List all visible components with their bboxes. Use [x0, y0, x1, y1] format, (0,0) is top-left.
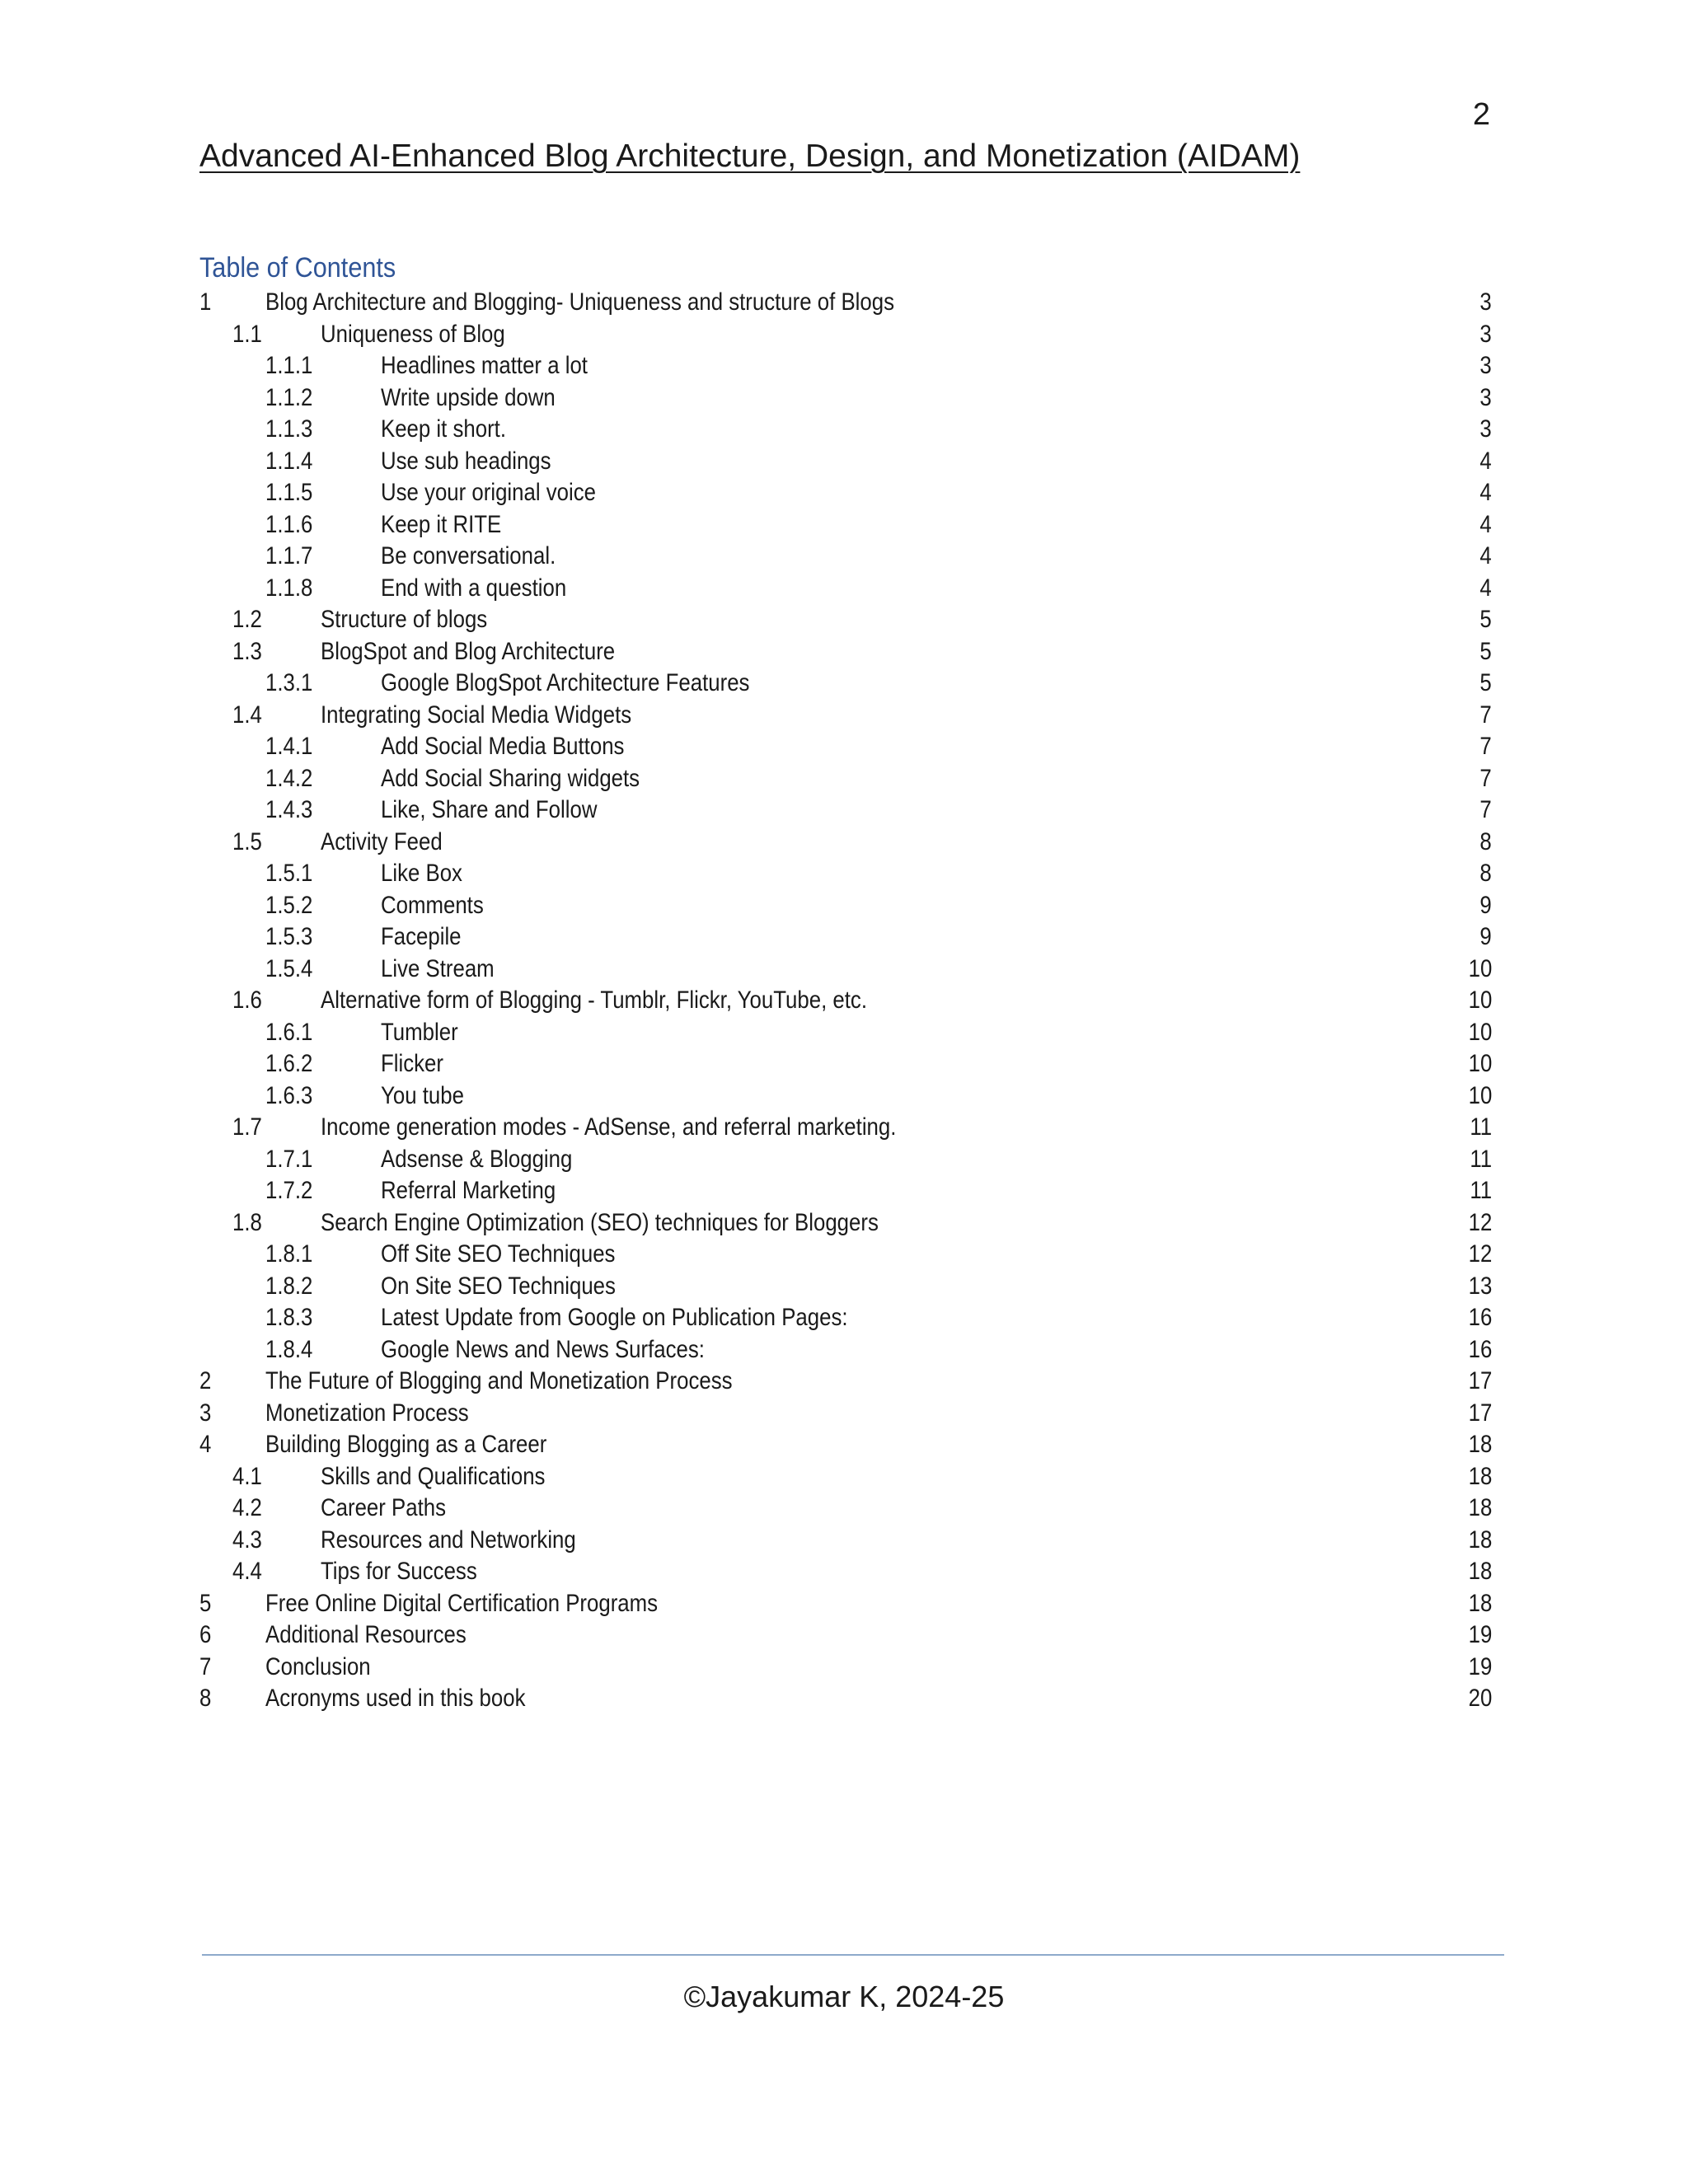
toc-entry-title: Use sub headings [381, 447, 551, 475]
toc-entry-title: Free Online Digital Certification Programs [265, 1589, 659, 1617]
toc-entry-number: 1.4 [232, 701, 262, 729]
toc-entry-page: 12 [1468, 1208, 1492, 1236]
toc-entry[interactable] [199, 477, 1492, 509]
toc-entry-number: 1.1.3 [265, 415, 313, 443]
toc-entry-page: 7 [1479, 796, 1492, 823]
toc-entry[interactable] [199, 541, 1492, 573]
page-number: 2 [1472, 97, 1490, 132]
toc-entry-number: 1.1.2 [265, 383, 313, 411]
toc-entry-title: Tumbler [381, 1018, 458, 1046]
toc-entry-number: 1.6.1 [265, 1018, 313, 1046]
toc-entry-title: Alternative form of Blogging - Tumblr, Flickr, YouTube, etc. [321, 987, 867, 1014]
toc-entry-page: 11 [1470, 1113, 1492, 1141]
toc-entry-number: 1.8.2 [265, 1272, 313, 1300]
toc-entry[interactable] [199, 1366, 1492, 1398]
toc-entry[interactable] [199, 1429, 1492, 1461]
toc-entry-page: 3 [1479, 415, 1492, 443]
toc-entry-number: 1.8.1 [265, 1240, 313, 1268]
toc-entry[interactable] [199, 1493, 1492, 1525]
toc-entry-number: 1.7.2 [265, 1177, 313, 1204]
toc-entry-title: Skills and Qualifications [321, 1462, 546, 1490]
toc-entry-page: 12 [1468, 1240, 1492, 1268]
toc-entry[interactable] [199, 1048, 1492, 1080]
toc-entry-number: 1.1.4 [265, 447, 313, 475]
toc-entry-page: 16 [1468, 1304, 1492, 1331]
toc-entry-title: Google BlogSpot Architecture Features [381, 669, 750, 696]
toc-entry-number: 1.1.7 [265, 542, 313, 569]
toc-entry[interactable] [199, 763, 1492, 795]
toc-entry[interactable] [199, 1175, 1492, 1207]
toc-entry-title: Write upside down [381, 383, 556, 411]
toc-entry[interactable] [199, 1619, 1492, 1652]
toc-entry[interactable] [199, 1207, 1492, 1240]
toc-entry-number: 1.1 [232, 320, 262, 348]
toc-entry-number: 1.4.2 [265, 764, 313, 792]
toc-entry-title: Resources and Networking [321, 1526, 576, 1554]
toc-entry-page: 11 [1470, 1145, 1492, 1173]
toc-entry-number: 1.6.3 [265, 1081, 313, 1109]
toc-entry-title: Uniqueness of Blog [321, 320, 505, 348]
footer-copyright: ©Jayakumar K, 2024-25 [683, 1980, 1005, 2013]
toc-entry-page: 20 [1468, 1685, 1492, 1712]
toc-entry[interactable] [199, 1652, 1492, 1684]
toc-entry[interactable] [199, 1683, 1492, 1715]
toc-entry-page: 8 [1479, 860, 1492, 887]
toc-entry-title: Acronyms used in this book [265, 1685, 526, 1712]
toc-entry-page: 18 [1468, 1431, 1492, 1458]
toc-entry-number: 3 [199, 1399, 212, 1427]
toc-entry[interactable] [199, 1080, 1492, 1113]
toc-entry-number: 7 [199, 1652, 212, 1680]
toc-entry[interactable] [199, 1112, 1492, 1144]
toc-entry-title: Activity Feed [321, 827, 443, 855]
toc-entry-page: 8 [1479, 827, 1492, 855]
toc-entry-number: 1.2 [232, 606, 262, 633]
toc-entry-number: 1.5.2 [265, 891, 313, 919]
toc-entry-number: 1.1.1 [265, 352, 313, 379]
toc-entry-page: 18 [1468, 1558, 1492, 1585]
toc-entry-number: 1.6 [232, 987, 262, 1014]
toc-entry-title: You tube [381, 1081, 464, 1109]
toc-entry-number: 1.7 [232, 1113, 262, 1141]
toc-entry-number: 1.4.1 [265, 733, 313, 760]
toc-entry[interactable] [199, 731, 1492, 763]
toc-entry-page: 10 [1468, 987, 1492, 1014]
toc-entry-title: Income generation modes - AdSense, and referral marketing. [321, 1113, 897, 1141]
toc-entry-number: 1.6.2 [265, 1050, 313, 1077]
toc-entry[interactable] [199, 382, 1492, 415]
toc-entry-page: 5 [1479, 669, 1492, 696]
toc-entry-page: 17 [1468, 1399, 1492, 1427]
toc-entry-page: 18 [1468, 1462, 1492, 1490]
toc-entry-title: End with a question [381, 574, 567, 602]
toc-entry-page: 10 [1468, 954, 1492, 982]
toc-entry-page: 18 [1468, 1526, 1492, 1554]
toc-entry-page: 5 [1479, 606, 1492, 633]
toc-entry-title: Latest Update from Google on Publication Pages: [381, 1304, 848, 1331]
toc-entry-page: 10 [1468, 1018, 1492, 1046]
toc-entry-title: On Site SEO Techniques [381, 1272, 616, 1300]
toc-entry-page: 3 [1479, 320, 1492, 348]
toc-entry-page: 4 [1479, 542, 1492, 569]
toc-entry-number: 8 [199, 1685, 212, 1712]
toc-entry-page: 4 [1479, 574, 1492, 602]
toc-entry-page: 16 [1468, 1335, 1492, 1363]
toc-entry-page: 4 [1479, 510, 1492, 538]
toc-entry-title: BlogSpot and Blog Architecture [321, 637, 616, 665]
toc-entry-title: Live Stream [381, 954, 495, 982]
toc-entry-number: 1.8.4 [265, 1335, 313, 1363]
toc-entry[interactable] [199, 921, 1492, 954]
toc-entry-title: Facepile [381, 923, 462, 950]
toc-entry-title: Google News and News Surfaces: [381, 1335, 705, 1363]
toc-entry-title: Tips for Success [321, 1558, 477, 1585]
toc-entry[interactable] [199, 794, 1492, 827]
toc-entry-title: Blog Architecture and Blogging- Uniqueness and structure of Blogs [265, 288, 894, 316]
toc-entry-page: 18 [1468, 1494, 1492, 1521]
toc-entry[interactable] [199, 636, 1492, 668]
toc-entry-number: 1.1.5 [265, 479, 313, 506]
toc-entry[interactable] [199, 985, 1492, 1017]
toc-entry-number: 1.8.3 [265, 1304, 313, 1331]
toc-entry[interactable] [199, 446, 1492, 478]
toc-entry-title: Integrating Social Media Widgets [321, 701, 632, 729]
toc-entry[interactable] [199, 1556, 1492, 1588]
toc-entry-page: 9 [1479, 891, 1492, 919]
toc-entry-page: 3 [1479, 383, 1492, 411]
toc-entry[interactable] [199, 414, 1492, 446]
toc-entry-title: Building Blogging as a Career [265, 1431, 547, 1458]
toc-entry-title: Flicker [381, 1050, 443, 1077]
toc-entry-page: 18 [1468, 1589, 1492, 1617]
toc-entry-number: 1.1.8 [265, 574, 313, 602]
toc-entry-number: 1.5.4 [265, 954, 313, 982]
toc-entry-title: Keep it short. [381, 415, 507, 443]
toc-entry[interactable] [199, 890, 1492, 922]
toc-entry[interactable] [199, 954, 1492, 986]
toc-entry-number: 1.5.3 [265, 923, 313, 950]
toc-entry-page: 7 [1479, 733, 1492, 760]
toc-entry-title: Conclusion [265, 1652, 371, 1680]
toc-entry-title: Be conversational. [381, 542, 556, 569]
toc-entry-number: 5 [199, 1589, 212, 1617]
toc-entry-number: 1.3.1 [265, 669, 313, 696]
toc-entry[interactable] [199, 1017, 1492, 1049]
toc-entry-number: 1.3 [232, 637, 262, 665]
toc-entry-number: 1 [199, 288, 212, 316]
toc-entry-title: Search Engine Optimization (SEO) techniques for Bloggers [321, 1208, 879, 1236]
toc-entry-page: 3 [1479, 352, 1492, 379]
toc-entry-title: Structure of blogs [321, 606, 488, 633]
toc-heading: Table of Contents [199, 252, 396, 284]
toc-entry[interactable] [199, 1239, 1492, 1271]
toc-entry-title: Comments [381, 891, 484, 919]
toc-entry[interactable] [199, 1271, 1492, 1303]
toc-entry-page: 4 [1479, 479, 1492, 506]
toc-entry-number: 4.1 [232, 1462, 262, 1490]
toc-entry-number: 1.5 [232, 827, 262, 855]
toc-entry-title: Use your original voice [381, 479, 596, 506]
toc-entry-page: 10 [1468, 1050, 1492, 1077]
toc-entry-number: 4.4 [232, 1558, 262, 1585]
toc-entry-number: 4.3 [232, 1526, 262, 1554]
document-title: Advanced AI-Enhanced Blog Architecture, Design, and Monetization (AIDAM) [199, 138, 1301, 174]
toc-entry-page: 7 [1479, 764, 1492, 792]
toc-entry-title: Referral Marketing [381, 1177, 556, 1204]
toc-entry[interactable] [199, 700, 1492, 732]
toc-entry-page: 11 [1470, 1177, 1492, 1204]
toc-entry-number: 1.4.3 [265, 796, 313, 823]
footer-divider [202, 1954, 1504, 1956]
toc-entry-number: 2 [199, 1367, 212, 1394]
toc-entry[interactable] [199, 319, 1492, 351]
toc-entry-page: 10 [1468, 1081, 1492, 1109]
toc-entry-page: 19 [1468, 1621, 1492, 1648]
toc-entry[interactable] [199, 1302, 1492, 1334]
toc-entry-number: 1.8 [232, 1208, 262, 1236]
toc-entry-title: Adsense & Blogging [381, 1145, 573, 1173]
toc-entry[interactable] [199, 668, 1492, 700]
toc-entry[interactable] [199, 350, 1492, 382]
toc-entry-title: Keep it RITE [381, 510, 502, 538]
toc-entry[interactable] [199, 827, 1492, 859]
toc-entry-title: Career Paths [321, 1494, 447, 1521]
toc-entry[interactable] [199, 1525, 1492, 1557]
toc-entry-title: Additional Resources [265, 1621, 467, 1648]
toc-entry[interactable] [199, 1588, 1492, 1620]
toc-entry-page: 13 [1468, 1272, 1492, 1300]
toc-entry[interactable] [199, 1334, 1492, 1366]
table-of-contents [199, 287, 1492, 1715]
toc-entry-title: Add Social Media Buttons [381, 733, 625, 760]
toc-entry[interactable] [199, 858, 1492, 890]
toc-entry-page: 7 [1479, 701, 1492, 729]
toc-entry-page: 3 [1479, 288, 1492, 316]
toc-entry-number: 1.5.1 [265, 860, 313, 887]
toc-entry-page: 17 [1468, 1367, 1492, 1394]
toc-entry[interactable] [199, 1461, 1492, 1493]
toc-entry-page: 19 [1468, 1652, 1492, 1680]
toc-entry-title: Monetization Process [265, 1399, 469, 1427]
toc-entry-number: 1.7.1 [265, 1145, 313, 1173]
toc-entry-title: The Future of Blogging and Monetization Process [265, 1367, 733, 1394]
toc-entry[interactable] [199, 604, 1492, 636]
toc-entry[interactable] [199, 287, 1492, 319]
toc-entry-title: Off Site SEO Techniques [381, 1240, 616, 1268]
toc-entry-page: 5 [1479, 637, 1492, 665]
toc-entry[interactable] [199, 509, 1492, 541]
toc-entry-title: Like, Share and Follow [381, 796, 598, 823]
toc-entry[interactable] [199, 1144, 1492, 1176]
toc-entry-title: Add Social Sharing widgets [381, 764, 640, 792]
toc-entry[interactable] [199, 573, 1492, 605]
toc-entry-number: 4.2 [232, 1494, 262, 1521]
toc-entry-page: 9 [1479, 923, 1492, 950]
toc-entry-title: Like Box [381, 860, 462, 887]
toc-entry-page: 4 [1479, 447, 1492, 475]
toc-entry-title: Headlines matter a lot [381, 352, 588, 379]
toc-entry-number: 4 [199, 1431, 212, 1458]
toc-entry-number: 1.1.6 [265, 510, 313, 538]
toc-entry[interactable] [199, 1398, 1492, 1430]
toc-entry-number: 6 [199, 1621, 212, 1648]
